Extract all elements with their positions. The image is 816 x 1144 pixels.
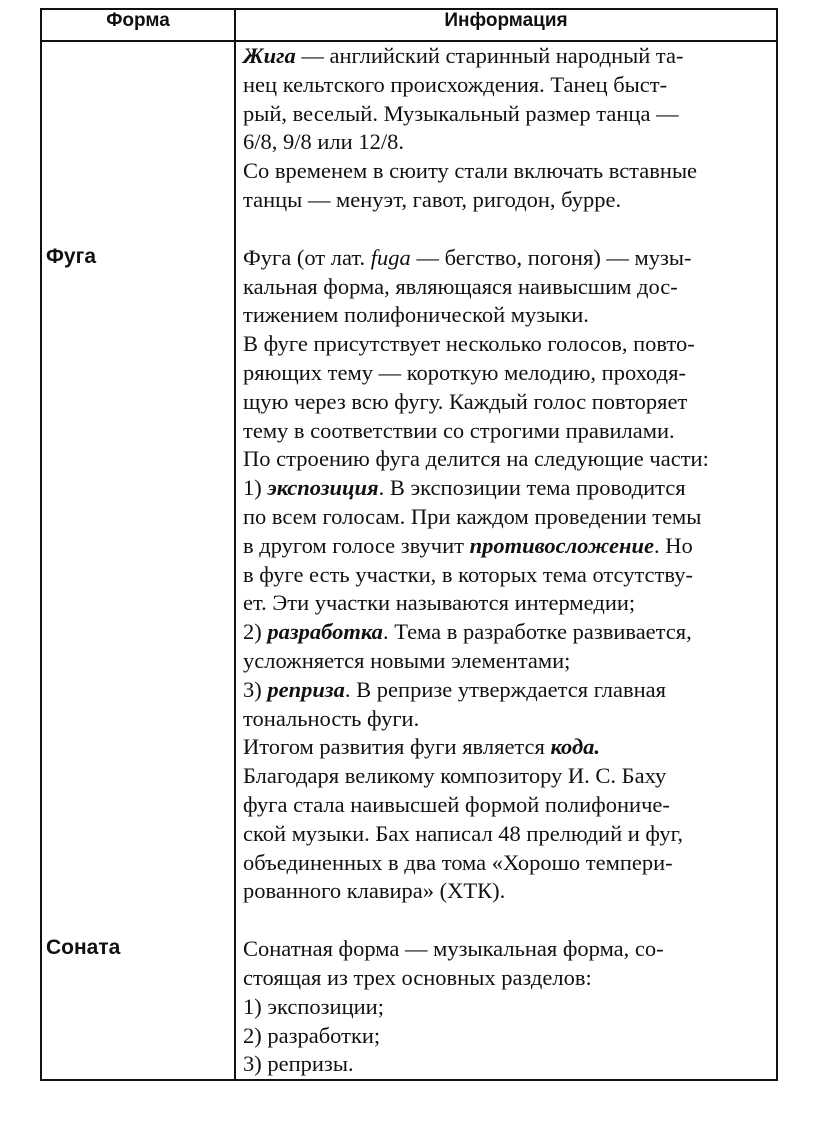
text-line [243, 733, 776, 762]
text-run: по всем голосам. При каждом проведении темы [243, 503, 702, 529]
table-row [41, 244, 777, 935]
text-run: . В экспозиции тема проводится [378, 475, 686, 501]
text-run: Итогом развития фуги является [243, 734, 551, 760]
emphasized-term: противосложение [469, 532, 654, 558]
emphasized-term: экспозиция [267, 475, 379, 501]
text-run: 6/8, 9/8 или 12/8. [243, 129, 404, 155]
text-run: — бегство, погоня) — музы- [410, 244, 692, 270]
text-run: 1) [243, 475, 268, 501]
text-run: . Но [653, 532, 693, 558]
text-line [243, 301, 776, 330]
text-run: фуга стала наивысшей формой полифониче- [243, 791, 670, 817]
text-line [243, 388, 776, 417]
text-run: 3) репризы. [243, 1051, 354, 1077]
form-cell [41, 41, 235, 244]
form-cell: Соната [41, 935, 235, 1080]
text-run: 2) [243, 619, 268, 645]
text-line [243, 589, 776, 618]
text-line [243, 820, 776, 849]
text-line [243, 186, 776, 215]
text-run: кальная форма, являющаяся наивысшим дос- [243, 273, 678, 299]
text-run: танцы — менуэт, гавот, ригодон, бурре. [243, 186, 622, 212]
text-line [243, 100, 776, 129]
text-run: Благодаря великому композитору И. С. Баху [243, 763, 667, 789]
text-run: тижением полифонической музыки. [243, 302, 589, 328]
text-line [243, 791, 776, 820]
text-line [243, 503, 776, 532]
text-run: объединенных в два тома «Хорошо темпери- [243, 849, 673, 875]
text-run: 2) разработки; [243, 1022, 381, 1048]
text-run: . Тема в разработке развивается, [382, 619, 692, 645]
text-run: тональность фуги. [243, 705, 420, 731]
info-cell-sonata [235, 935, 777, 1080]
text-line [243, 935, 776, 964]
text-line [243, 964, 776, 993]
text-run: Сонатная форма — музыкальная форма, со- [243, 936, 664, 962]
text-run: В фуге присутствует несколько голосов, повто- [243, 331, 695, 357]
info-text [243, 42, 776, 215]
text-run: рый, веселый. Музыкальный размер танца — [243, 100, 679, 126]
text-run: 3) [243, 676, 268, 702]
text-run: . В репризе утверждается главная [344, 676, 667, 702]
info-text [243, 935, 776, 1079]
text-line [243, 705, 776, 734]
text-line [243, 330, 776, 359]
text-line [243, 561, 776, 590]
text-line [243, 762, 776, 791]
text-run: Фуга (от лат. [243, 244, 371, 270]
header-info: Информация [235, 9, 777, 41]
table-row [41, 41, 777, 244]
info-text [243, 244, 776, 906]
text-line [243, 618, 776, 647]
text-line [243, 993, 776, 1022]
text-line [243, 445, 776, 474]
table-header-row [41, 9, 777, 41]
text-line [243, 157, 776, 186]
text-run: ряющих тему — короткую мелодию, проходя- [243, 359, 686, 385]
emphasized-term: кода. [550, 734, 601, 760]
text-run: ской музыки. Бах написал 48 прелюдий и фуг, [243, 820, 684, 846]
text-run: рованного клавира» (ХТК). [243, 878, 506, 904]
text-line [243, 1022, 776, 1051]
text-run: усложняется новыми элементами; [243, 647, 571, 673]
emphasized-term: Жига [243, 43, 296, 68]
text-run: — английский старинный народный та- [295, 43, 684, 68]
text-line [243, 474, 776, 503]
text-run: тему в соответствии со строгими правилами. [243, 417, 675, 443]
text-run: в фуге есть участки, в которых тема отсутству- [243, 561, 693, 587]
header-form: Форма [41, 9, 235, 41]
text-run: в другом голосе звучит [243, 532, 470, 558]
info-cell-gigue [235, 41, 777, 244]
emphasized-term: реприза [267, 676, 345, 702]
text-line [243, 1050, 776, 1079]
text-line [243, 128, 776, 157]
table-row [41, 935, 777, 1080]
emphasized-term: разработка [267, 619, 383, 645]
text-run: нец кельтского происхождения. Танец быст- [243, 71, 668, 97]
text-line [243, 359, 776, 388]
text-line [243, 42, 776, 71]
text-run: Со временем в сюиту стали включать вставные [243, 158, 698, 184]
text-run: щую через всю фугу. Каждый голос повторяет [243, 388, 688, 414]
text-line [243, 647, 776, 676]
text-line [243, 273, 776, 302]
text-run: ет. Эти участки называются интермедии; [243, 590, 636, 616]
text-run: 1) экспозиции; [243, 993, 384, 1019]
text-line [243, 244, 776, 273]
text-line [243, 71, 776, 100]
info-cell-fugue [235, 244, 777, 935]
text-line [243, 849, 776, 878]
text-run: По строению фуга делится на следующие части: [243, 446, 709, 472]
forms-table [40, 8, 778, 1081]
text-line [243, 417, 776, 446]
form-cell: Фуга [41, 244, 235, 935]
text-line [243, 676, 776, 705]
emphasized-term: fuga [370, 244, 411, 270]
text-line [243, 877, 776, 906]
text-line [243, 532, 776, 561]
text-run: стоящая из трех основных разделов: [243, 964, 592, 990]
